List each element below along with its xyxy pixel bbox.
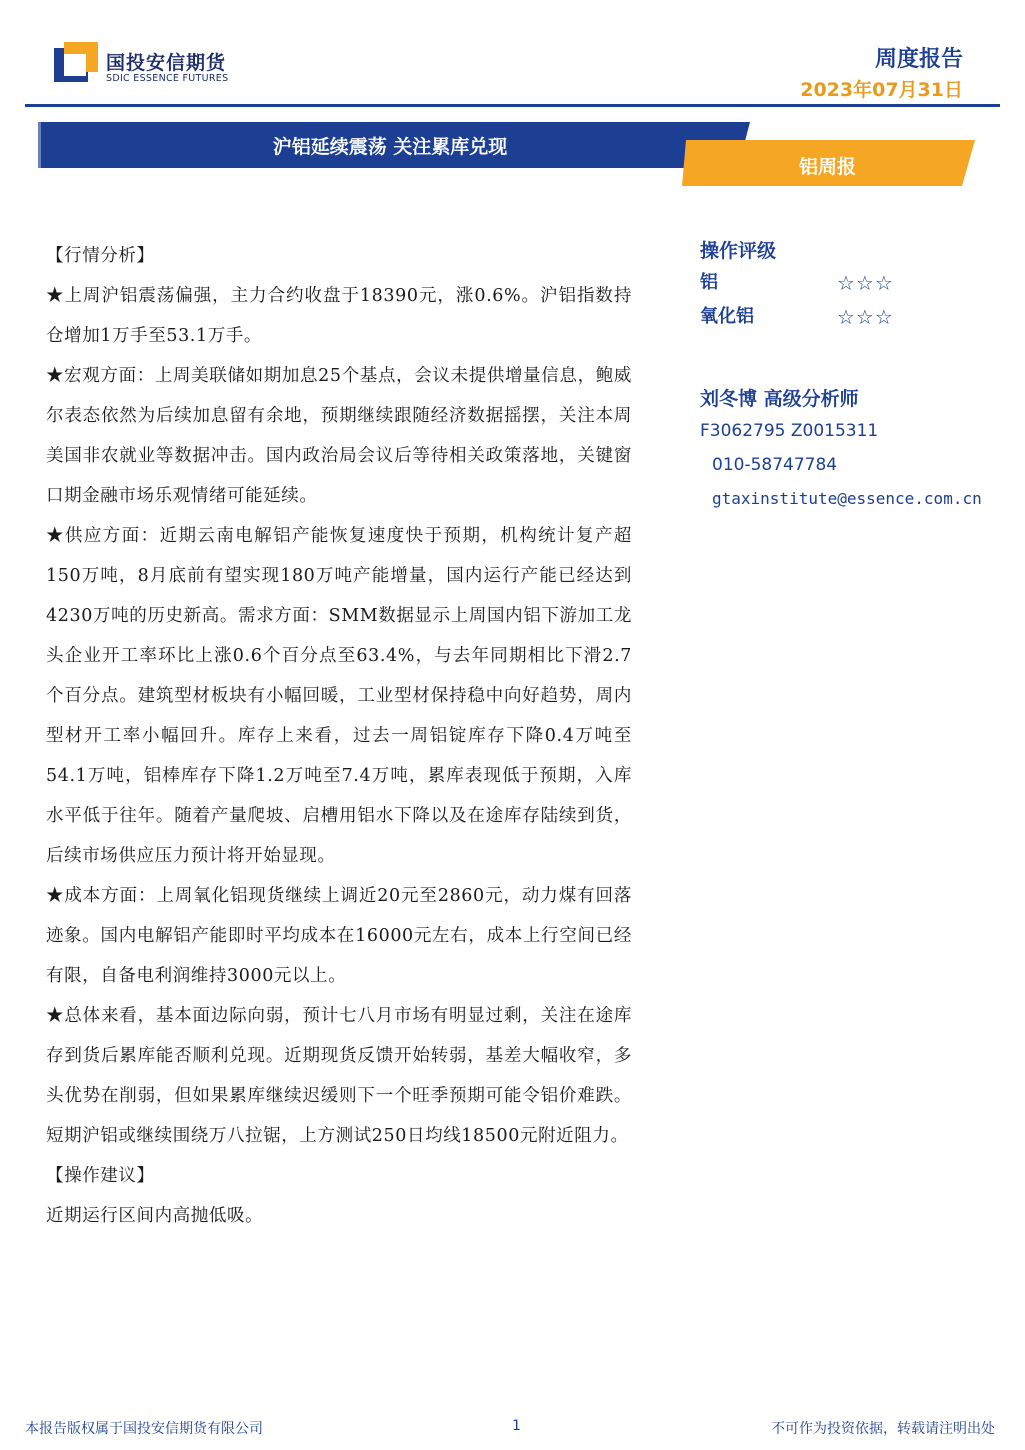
logo-name-cn: 国投安信期货 <box>106 52 227 74</box>
report-tag: 铝周报 <box>798 156 856 178</box>
rating-row <box>700 300 1020 334</box>
paragraph-cost: ★成本方面：上周氧化铝现货继续上调近20元至2860元，动力煤有回落迹象。国内电解铝产能即时平均成本在16000元左右，成本上行空间已经有限，自备电利润维持3000元以上。 <box>46 886 632 986</box>
rating-title: 操作评级 <box>700 240 777 262</box>
rating-name: 氧化铝 <box>700 306 754 327</box>
rating-row <box>700 266 1020 300</box>
analyst-email[interactable]: gtaxinstitute@essence.com.cn <box>712 489 982 508</box>
analyst-name: 刘冬博 高级分析师 <box>700 388 859 410</box>
company-logo <box>54 42 254 88</box>
section-heading-analysis: 【行情分析】 <box>46 246 155 266</box>
rating-stars-icon: ☆☆☆ <box>837 271 894 295</box>
analyst-phone: 010-58747784 <box>712 455 838 475</box>
paragraph-market: ★上周沪铝震荡偏强，主力合约收盘于18390元，涨0.6%。沪铝指数持仓增加1万手至53.1万手。 <box>46 286 632 346</box>
section-heading-advice: 【操作建议】 <box>46 1166 155 1186</box>
sidebar <box>700 236 1020 516</box>
report-type: 周度报告 <box>874 47 963 72</box>
analyst-license: F3062795 Z0015311 <box>700 421 879 441</box>
page-number: 1 <box>512 1418 521 1434</box>
paragraph-summary: ★总体来看，基本面边际向弱，预计七八月市场有明显过剩，关注在途库存到货后累库能否顺利兑现。近期现货反馈开始转弱，基差大幅收窄，多头优势在削弱，但如果累库继续迟缓则下一个旺季预期可能令铝价难跌。短期沪铝或继续围绕万八拉锯，上方测试250日均线18500元附近阻力。 <box>46 1006 632 1146</box>
main-content <box>46 236 632 1236</box>
paragraph-advice: 近期运行区间内高抛低吸。 <box>46 1206 264 1226</box>
paragraph-macro: ★宏观方面：上周美联储如期加息25个基点，会议未提供增量信息，鲍威尔表态依然为后续加息留有余地，预期继续跟随经济数据摇摆，关注本周美国非农就业等数据冲击。国内政治局会议后等待相关政策落地，关键窗口期金融市场乐观情绪可能延续。 <box>46 366 632 506</box>
logo-name-en: SDIC ESSENCE FUTURES <box>106 73 229 84</box>
paragraph-supply-demand: ★供应方面：近期云南电解铝产能恢复速度快于预期，机构统计复产超150万吨，8月底前有望实现180万吨产能增量，国内运行产能已经达到4230万吨的历史新高。需求方面：SMM数据显示上周国内铝下游加工龙头企业开工率环比上涨0.6个百分点至63.4%，与去年同期相比下滑2.7个百分点。建筑型材板块有小幅回暖，工业型材保持稳中向好趋势，周内型材开工率小幅回升。库存上来看，过去一周铝锭库存下降0.4万吨至54.1万吨，铝棒库存下降1.2万吨至7.4万吨，累库表现低于预期，入库水平低于往年。随着产量爬坡、启槽用铝水下降以及在途库存陆续到货，后续市场供应压力预计将开始显现。 <box>46 526 632 866</box>
report-title: 沪铝延续震荡 关注累库兑现 <box>272 136 508 158</box>
logo-mark-icon <box>54 42 98 86</box>
footer-disclaimer: 不可作为投资依据，转载请注明出处 <box>771 1421 995 1437</box>
header-divider <box>25 104 1000 107</box>
rating-stars-icon: ☆☆☆ <box>837 305 894 329</box>
footer-copyright: 本报告版权属于国投安信期货有限公司 <box>25 1421 263 1437</box>
rating-name: 铝 <box>700 272 718 293</box>
report-date: 2023年07月31日 <box>800 79 963 101</box>
